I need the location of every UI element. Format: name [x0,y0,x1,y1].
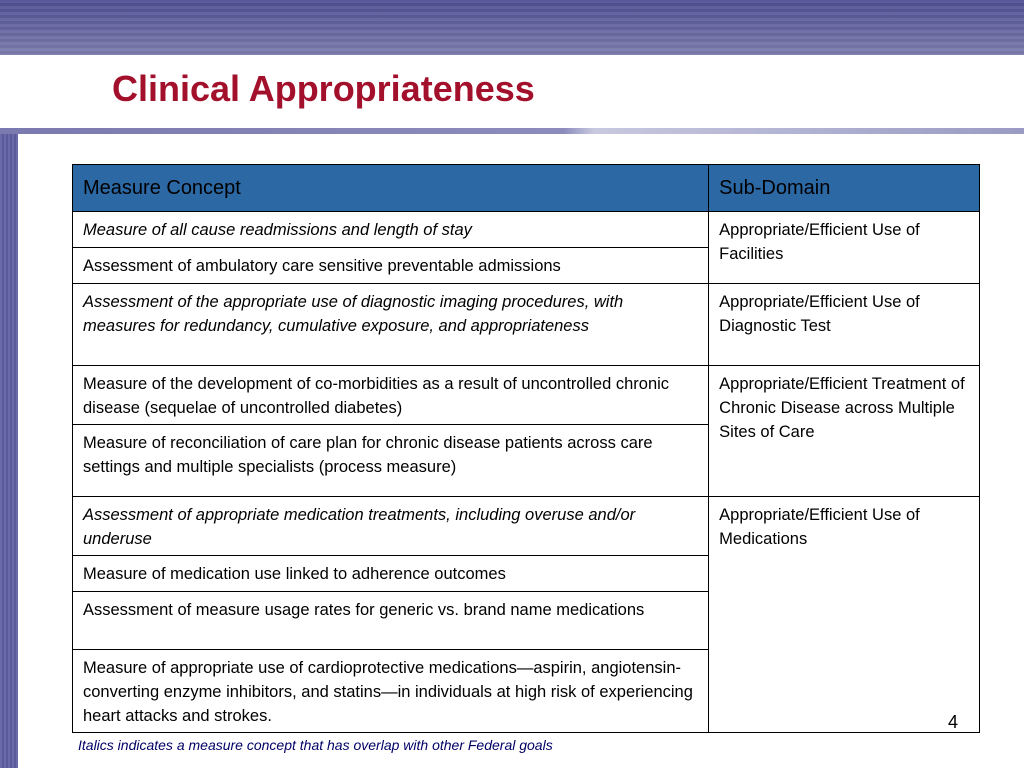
title-underline [0,128,1024,134]
sub-domain-cell: Appropriate/Efficient Treatment of Chronic Disease across Multiple Sites of Care [709,366,980,497]
measure-concept-cell: Measure of the development of co-morbidities as a result of uncontrolled chronic disease (sequelae of uncontrolled diabetes) [73,366,709,425]
table-row [73,497,980,556]
measure-concept-cell: Measure of reconciliation of care plan for chronic disease patients across care settings and multiple specialists (process measure) [73,425,709,497]
table-header-row [73,165,980,212]
footnote: Italics indicates a measure concept that has overlap with other Federal goals [78,737,553,753]
header-sub-domain: Sub-Domain [709,165,980,212]
left-decorative-band [0,55,18,768]
page-number: 4 [948,712,959,732]
sub-domain-cell: Appropriate/Efficient Use of Medications [709,497,980,733]
measure-concept-cell: Measure of medication use linked to adherence outcomes [73,556,709,592]
sub-domain-cell: Appropriate/Efficient Use of Facilities [709,212,980,284]
measure-concept-cell: Assessment of appropriate medication treatments, including overuse and/or underuse [73,497,709,556]
measure-concept-cell: Measure of appropriate use of cardioprotective medications—aspirin, angiotensin-converting enzyme inhibitors, and statins—in individuals at high risk of experiencing heart attacks and strokes. [73,650,709,733]
measure-concept-cell: Assessment of the appropriate use of diagnostic imaging procedures, with measures for redundancy, cumulative exposure, and appropriateness [73,284,709,366]
sub-domain-cell: Appropriate/Efficient Use of Diagnostic Test [709,284,980,366]
table-row [73,366,980,425]
measure-concept-cell: Measure of all cause readmissions and length of stay [73,212,709,248]
measure-concept-cell: Assessment of measure usage rates for generic vs. brand name medications [73,592,709,650]
measures-table [72,164,980,733]
slide-title: Clinical Appropriateness [112,68,535,109]
top-band-highlight [0,0,1024,55]
title-area-left [0,55,18,134]
table-row [73,212,980,248]
measure-concept-cell: Assessment of ambulatory care sensitive preventable admissions [73,248,709,284]
header-measure-concept: Measure Concept [73,165,709,212]
table-row [73,284,980,366]
